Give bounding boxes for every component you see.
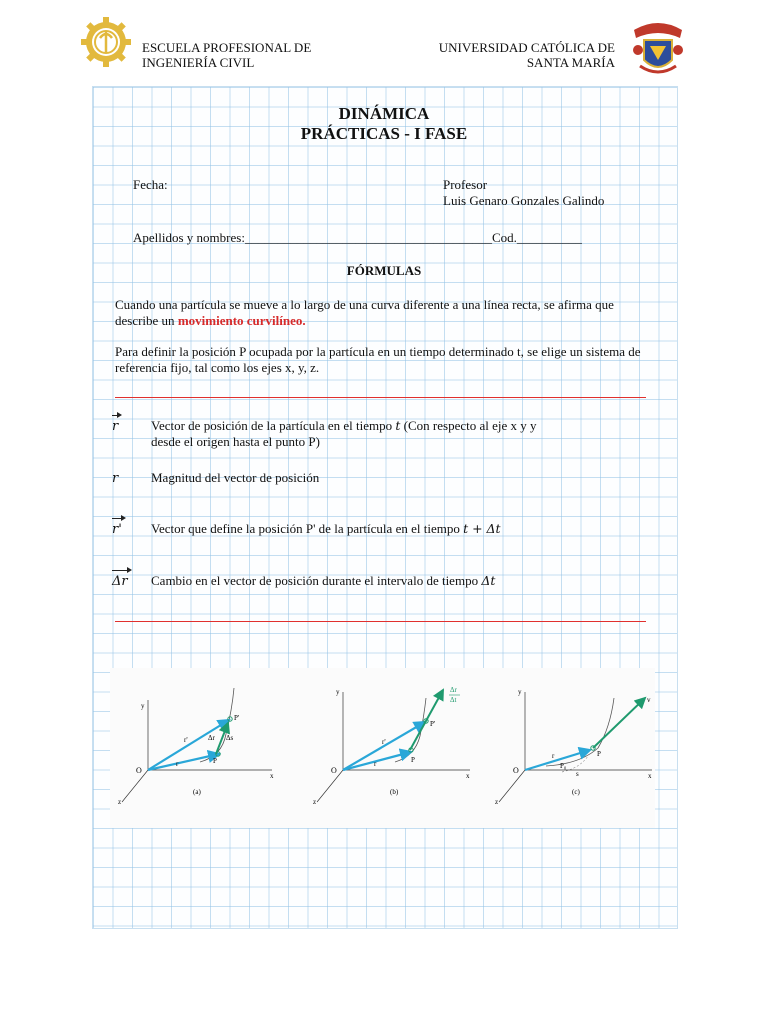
definition-delta-r [151, 573, 495, 589]
panel-c-x-label: x [648, 772, 652, 780]
definition-position-vector-line2: desde el origen hasta el punto P) [151, 434, 320, 449]
definition-text: Cambio en el vector de posición durante el intervalo de tiempo [151, 573, 482, 588]
panel-b-y-label: y [336, 688, 340, 696]
cod-blank: __________ [516, 230, 582, 245]
definition-position-vector-prime [151, 521, 501, 537]
school-name-line1: ESCUELA PROFESIONAL DE [142, 40, 312, 55]
red-divider-top [115, 397, 646, 398]
panel-b-origin-label: O [331, 766, 337, 775]
symbol-delta-r-text: Δr [112, 574, 128, 589]
math-t: t [395, 418, 401, 433]
definition-magnitude: Magnitud del vector de posición [151, 470, 320, 485]
profesor-label: Profesor [443, 177, 488, 192]
profesor-name: Luis Genaro Gonzales Galindo [443, 193, 605, 208]
panel-b-dr-label: Δr [450, 686, 457, 694]
panel-b-r-label: r [374, 760, 377, 768]
nombres-line [133, 230, 582, 246]
panel-b [313, 686, 470, 806]
panel-a-ds-label: Δs [226, 734, 234, 742]
symbol-delta-r [112, 574, 128, 589]
panel-c-caption: (c) [572, 788, 580, 796]
engineering-gear-logo [80, 16, 132, 68]
definition-text: Vector de posición de la partícula en el tiempo [151, 418, 396, 433]
page-subtitle: PRÁCTICAS - I FASE [300, 124, 468, 143]
panel-a-p-label: P [213, 757, 217, 765]
panel-b-caption: (b) [390, 788, 399, 796]
cod-label: Cod. [491, 230, 517, 245]
panel-c-origin-label: O [513, 766, 519, 775]
math-dt: Δt [481, 573, 496, 588]
panel-b-pprime-label: P' [430, 720, 436, 728]
paragraph-curvilinear-text: Cuando una partícula se mueve a lo largo de una curva diferente a una línea recta, se afirma que describe un [115, 297, 614, 328]
highlight-movimiento-curvilineo: movimiento curvilíneo. [177, 313, 306, 328]
panel-a-r-label: r [176, 760, 179, 768]
panel-c-v-label: v [647, 696, 651, 704]
panel-a-dr-label: Δr [208, 734, 215, 742]
definition-position-vector-line1 [151, 418, 537, 434]
kinematics-diagram [110, 668, 655, 828]
panel-a-y-label: y [141, 702, 145, 710]
panel-b-z-label: z [313, 798, 317, 806]
panel-c-z-label: z [495, 798, 499, 806]
panel-a-rprime-label: r' [184, 736, 188, 744]
school-name-line2: INGENIERÍA CIVIL [142, 55, 255, 70]
symbol-magnitude: r [112, 471, 119, 486]
kinematics-figure [110, 668, 655, 828]
panel-c-p0-label: P₀ [560, 762, 567, 770]
panel-a-pprime-label: P' [234, 714, 240, 722]
panel-a-z-label: z [118, 798, 122, 806]
university-name-line2: SANTA MARÍA [526, 55, 615, 70]
paragraph-curvilinear [115, 297, 645, 329]
paragraph-reference-frame: Para definir la posición P ocupada por la partícula en un tiempo determinado t, se elige un sistema de referencia fijo, tal como los ejes x, y, z. [115, 344, 641, 375]
symbol-position-vector [112, 419, 118, 434]
symbol-position-vector-text: r [112, 419, 119, 434]
university-name [439, 40, 615, 70]
definition-text: (Con respecto al eje x y y [400, 418, 537, 433]
panel-b-rprime-label: r' [382, 738, 386, 746]
panel-c-s-label: s [576, 770, 579, 778]
math-t-plus-dt: t + Δt [463, 521, 501, 536]
school-name [142, 40, 311, 70]
page-title: DINÁMICA [338, 104, 430, 123]
section-title: FÓRMULAS [346, 263, 422, 278]
panel-a-caption: (a) [193, 788, 201, 796]
definition-position-vector [151, 418, 537, 450]
panel-a-origin-label: O [136, 766, 142, 775]
panel-a [118, 688, 274, 806]
panel-c [495, 688, 652, 806]
symbol-position-vector-prime [112, 522, 122, 537]
definition-text: Vector que define la posición P' de la partícula en el tiempo [151, 521, 464, 536]
panel-b-x-label: x [466, 772, 470, 780]
panel-c-r-label: r [552, 752, 555, 760]
red-divider-bottom [115, 621, 646, 622]
panel-b-p-label: P [411, 756, 415, 764]
panel-c-y-label: y [518, 688, 522, 696]
university-name-line1: UNIVERSIDAD CATÓLICA DE [438, 40, 615, 55]
symbol-position-vector-prime-text: r' [112, 522, 122, 537]
panel-b-dt-label: Δt [450, 696, 457, 704]
university-crest-logo [630, 16, 686, 80]
fecha-label: Fecha: [133, 177, 168, 192]
panel-a-x-label: x [270, 772, 274, 780]
nombres-blank: ______________________________________ [244, 230, 492, 245]
nombres-label: Apellidos y nombres: [133, 230, 245, 245]
panel-c-p-label: P [597, 750, 601, 758]
